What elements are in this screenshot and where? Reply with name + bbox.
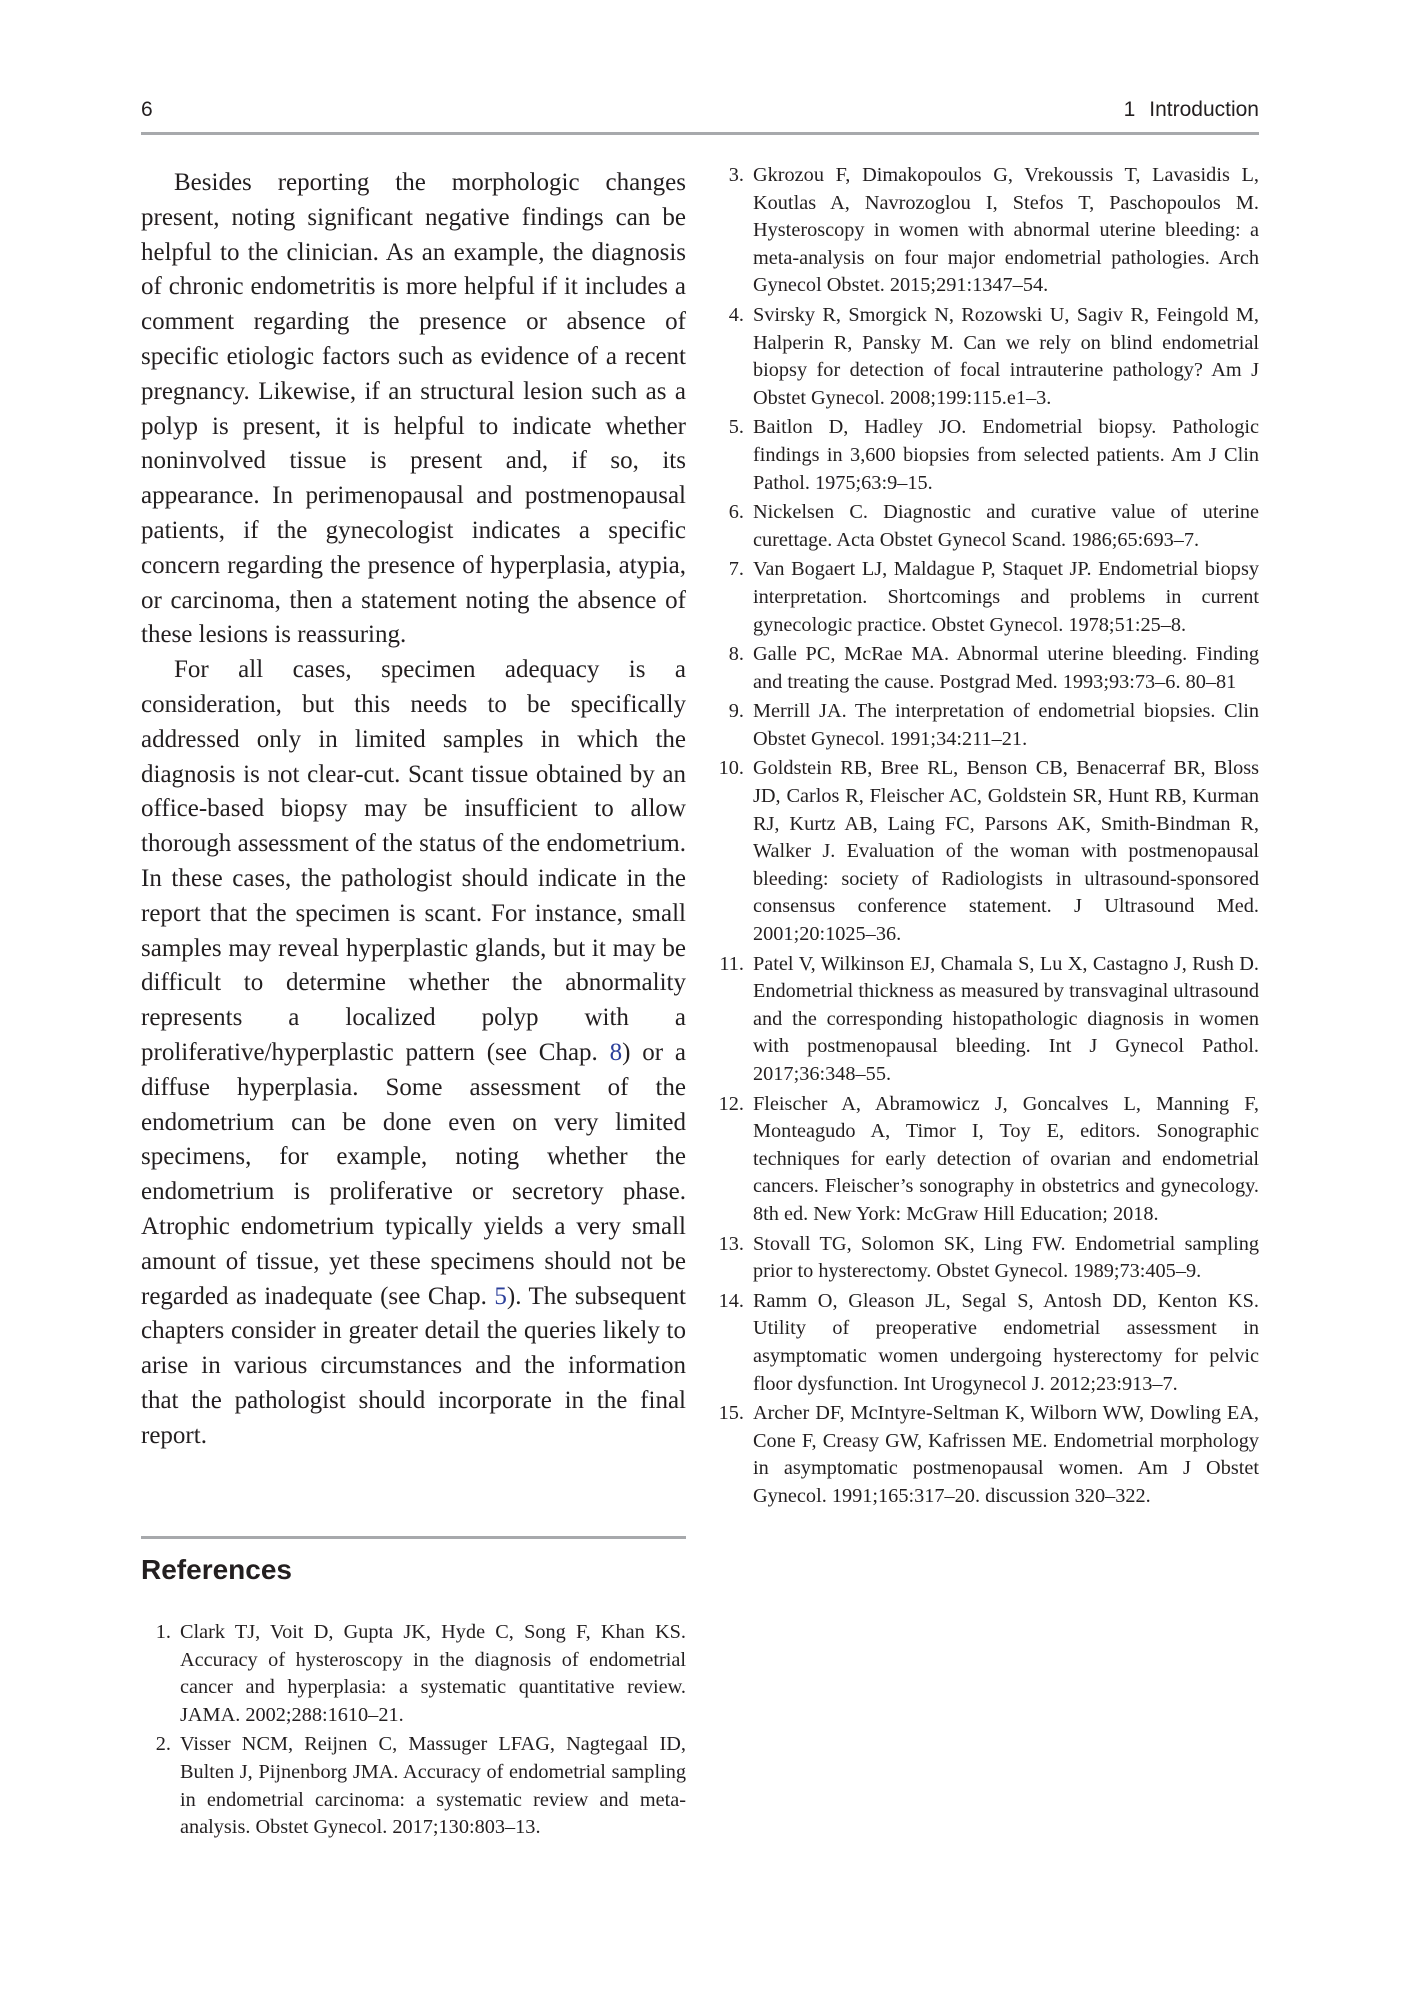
reference-text: Svirsky R, Smorgick N, Rozowski U, Sagiv R, Feingold M, Halperin R, Pansky M. Can we rely on blind endometrial biopsy for detection of focal intrauterine pathology? Am J Obstet Gynecol. 2008;199:115.e1–3. [753, 303, 1259, 409]
reference-text: Nickelsen C. Diagnostic and curative value of uterine curettage. Acta Obstet Gynecol Scand. 1986;65:693–7. [753, 501, 1259, 551]
reference-item [714, 698, 1259, 753]
chapter-title: Introduction [1149, 98, 1259, 121]
reference-number: 2. [155, 1733, 171, 1756]
references-left-column [141, 1619, 686, 1844]
reference-text: Clark TJ, Voit D, Gupta JK, Hyde C, Song F, Khan KS. Accuracy of hysteroscopy in the diagnosis of endometrial cancer and hyperplasia: a systematic quantitative review. JAMA. 2002;288:1610–21. [180, 1621, 686, 1726]
reference-text: Patel V, Wilkinson EJ, Chamala S, Lu X, Castagno J, Rush D. Endometrial thickness as measured by transvaginal ultrasound and the corresponding histopathologic diagnosis in women with postmenopausal bleeding. Int J Gynecol Pathol. 2017;36:348–55. [753, 952, 1259, 1085]
reference-item [714, 951, 1259, 1089]
reference-number: 13. [718, 1232, 744, 1255]
chapter-number: 1 [1123, 98, 1136, 121]
reference-text: Archer DF, McIntyre-Seltman K, Wilborn WW, Dowling EA, Cone F, Creasy GW, Kafrissen ME. Endometrial morphology in asymptomatic postmenopausal women. Am J Obstet Gynecol. 1991;165:317–20. discussion 320–322. [753, 1402, 1259, 1507]
reference-number: 3. [728, 164, 744, 186]
paragraph-2-text-a: For all cases, specimen adequacy is a consideration, but this needs to be specifically addressed only in limited samples in which the diagnosis is not clear-cut. Scant tissue obtained by an office-based biopsy may be insufficient to allow thorough assessment of the status of the endometrium. In these cases, the pathologist should indicate in the report that the specimen is scant. For instance, small samples may reveal hyperplastic glands, but it may be difficult to determine whether the abnormality represents a localized polyp with a proliferative/hyperplastic pattern (see Chap. [141, 656, 686, 1066]
body-text [141, 166, 686, 1453]
reference-item [714, 302, 1259, 412]
reference-number: 4. [728, 303, 744, 326]
paragraph-1: Besides reporting the morphologic changes present, noting significant negative findings can be helpful to the clinician. As an example, the diagnosis of chronic endometritis is more helpful if it includes a comment regarding the presence or absence of specific etiologic factors such as evidence of a recent pregnancy. Likewise, if an structural lesion such as a polyp is present, it is helpful to indicate whether noninvolved tissue is present and, if so, its appearance. In perimenopausal and postmenopausal patients, if the gynecologist indicates a specific concern regarding the presence of hyperplasia, atypia, or carcinoma, then a statement noting the absence of these lesions is reassuring. [141, 169, 686, 649]
reference-text: Gkrozou F, Dimakopoulos G, Vrekoussis T, Lavasidis L, Koutlas A, Navrozoglou I, Stefos T, Paschopoulos M. Hysteroscopy in women with abnormal uterine bleeding: a meta-analysis on four major endometrial pathologies. Arch Gynecol Obstet. 2015;291:1347–54. [753, 164, 1259, 297]
page-number: 6 [141, 98, 153, 121]
paragraph-2-text-b: ) or a diffuse hyperplasia. Some assessment of the endometrium can be done even on very limited specimens, for example, noting whether the endometrium is proliferative or secretory phase. Atrophic endometrium typically yields a very small amount of tissue, yet these specimens should not be regarded as inadequate (see Chap. [141, 1038, 687, 1310]
reference-text: Galle PC, McRae MA. Abnormal uterine bleeding. Finding and treating the cause. Postgrad Med. 1993;93:73–6. 80–81 [753, 643, 1259, 693]
reference-number: 15. [718, 1402, 744, 1425]
reference-text: Goldstein RB, Bree RL, Benson CB, Benacerraf BR, Bloss JD, Carlos R, Fleischer AC, Goldstein SR, Hunt RB, Kurman RJ, Kurtz AB, Laing FC, Parsons AK, Smith-Bindman R, Walker J. Evaluation of the woman with postmenopausal bleeding: society of Radiologists in ultrasound-sponsored consensus conference statement. J Ultrasound Med. 2001;20:1025–36. [753, 757, 1259, 946]
paragraph-2 [141, 653, 686, 1453]
reference-item [714, 641, 1259, 696]
reference-item [714, 1231, 1259, 1286]
reference-item [714, 1288, 1259, 1398]
reference-text: Visser NCM, Reijnen C, Massuger LFAG, Nagtegaal ID, Bulten J, Pijnenborg JMA. Accuracy of endometrial sampling in endometrial carcinoma: a systematic review and meta-analysis. Obstet Gynecol. 2017;130:803–13. [180, 1733, 686, 1839]
reference-text: Fleischer A, Abramowicz J, Goncalves L, Manning F, Monteagudo A, Timor I, Toy E, editors. Sonographic techniques for early detection of ovarian and endometrial cancers. Fleischer’s sonography in obstetrics and gynecology. 8th ed. New York: McGraw Hill Education; 2018. [753, 1092, 1259, 1225]
reference-number: 10. [718, 757, 744, 780]
reference-item [714, 1091, 1259, 1229]
chapter-heading [1124, 98, 1259, 122]
reference-number: 1. [155, 1621, 171, 1643]
reference-text: Stovall TG, Solomon SK, Ling FW. Endometrial sampling prior to hysterectomy. Obstet Gynecol. 1989;73:405–9. [753, 1232, 1259, 1283]
reference-item [714, 499, 1259, 554]
reference-text: Baitlon D, Hadley JO. Endometrial biopsy. Pathologic findings in 3,600 biopsies from selected patients. Am J Clin Pathol. 1975;63:9–15. [753, 416, 1259, 494]
reference-text: Merrill JA. The interpretation of endometrial biopsies. Clin Obstet Gynecol. 1991;34:211–21. [753, 700, 1259, 750]
reference-text: Ramm O, Gleason JL, Segal S, Antosh DD, Kenton KS. Utility of preoperative endometrial assessment in asymptomatic women undergoing hysterectomy for pelvic floor dysfunction. Int Urogynecol J. 2012;23:913–7. [753, 1289, 1259, 1395]
reference-item [714, 162, 1259, 300]
reference-item [714, 556, 1259, 639]
references-right-column [714, 162, 1259, 1513]
reference-number: 6. [728, 501, 744, 524]
chapter-5-link[interactable]: 5 [494, 1282, 507, 1310]
reference-item [141, 1731, 686, 1841]
reference-list-left [141, 1619, 686, 1842]
reference-list-right [714, 162, 1259, 1511]
reference-number: 5. [728, 416, 744, 439]
reference-number: 9. [728, 700, 744, 723]
reference-item [714, 1400, 1259, 1510]
running-header [141, 98, 1259, 135]
reference-number: 8. [728, 643, 744, 666]
chapter-8-link[interactable]: 8 [609, 1038, 623, 1066]
reference-number: 7. [728, 558, 744, 581]
reference-number: 11. [719, 952, 744, 975]
reference-text: Van Bogaert LJ, Maldague P, Staquet JP. Endometrial biopsy interpretation. Shortcomings and problems in current gynecologic practice. Obstet Gynecol. 1978;51:25–8. [753, 558, 1259, 636]
reference-item [714, 755, 1259, 948]
references-heading: References [141, 1554, 292, 1585]
reference-item [141, 1619, 686, 1729]
reference-item [714, 414, 1259, 497]
reference-number: 14. [718, 1289, 744, 1312]
references-divider [141, 1536, 686, 1539]
paragraph-2-text-c: ). The subsequent chapters consider in greater detail the queries likely to arise in various circumstances and the information that the pathologist should incorporate in the final report. [141, 1282, 686, 1449]
reference-number: 12. [718, 1092, 744, 1115]
